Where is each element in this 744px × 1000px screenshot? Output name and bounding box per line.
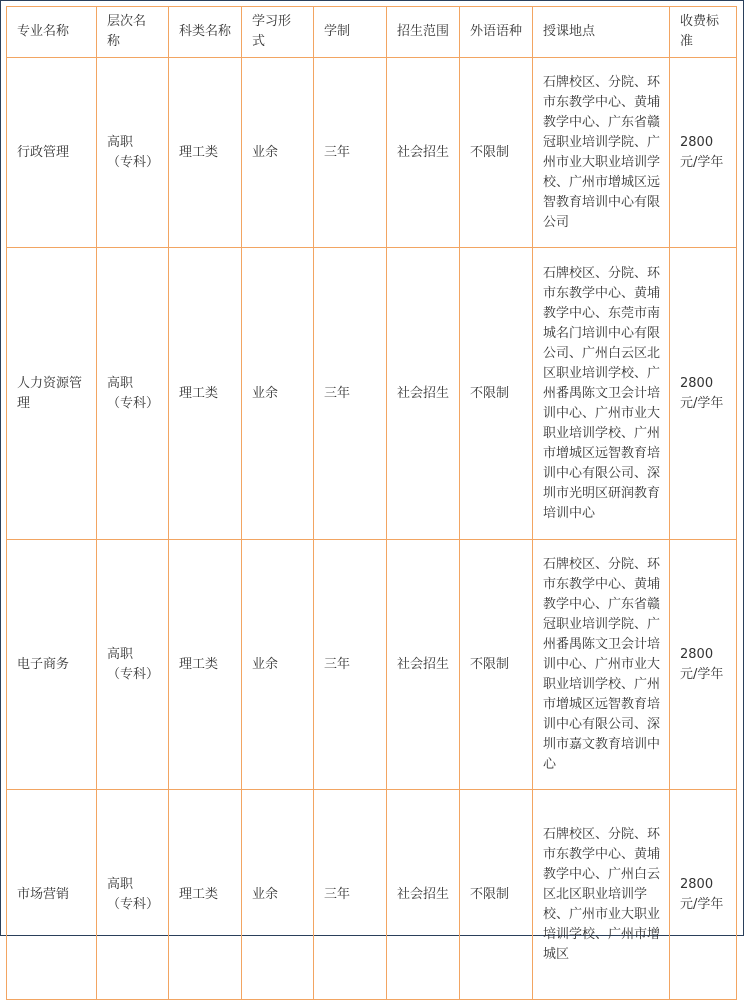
cell-teaching-location: 石牌校区、分院、环市东教学中心、黄埔教学中心、广东省赣冠职业培训学院、广州市业大职业培训学校、广州市增城区远智教育培训中心有限公司 xyxy=(533,58,670,248)
table-row xyxy=(7,248,737,540)
cell-duration: 三年 xyxy=(314,58,387,248)
header-enrollment-scope: 招生范围 xyxy=(387,7,460,58)
cell-teaching-location: 石牌校区、分院、环市东教学中心、黄埔教学中心、东莞市南城名门培训中心有限公司、广州白云区北区职业培训学校、广州番禺陈文卫会计培训中心、广州市业大职业培训学校、广州市增城区远智教育培训中心有限公司、深圳市光明区研润教育培训中心 xyxy=(533,248,670,540)
header-major: 专业名称 xyxy=(7,7,97,58)
cell-study-form: 业余 xyxy=(242,790,314,1000)
header-study-form: 学习形式 xyxy=(242,7,314,58)
cell-major: 人力资源管理 xyxy=(7,248,97,540)
course-table xyxy=(6,6,737,1000)
cell-category: 理工类 xyxy=(169,540,242,790)
header-level: 层次名称 xyxy=(97,7,169,58)
cell-study-form: 业余 xyxy=(242,58,314,248)
cell-category: 理工类 xyxy=(169,790,242,1000)
cell-duration: 三年 xyxy=(314,540,387,790)
cell-study-form: 业余 xyxy=(242,540,314,790)
cell-enrollment-scope: 社会招生 xyxy=(387,790,460,1000)
table-row xyxy=(7,790,737,1000)
cell-major: 行政管理 xyxy=(7,58,97,248)
cell-foreign-language: 不限制 xyxy=(460,248,533,540)
cell-major: 电子商务 xyxy=(7,540,97,790)
cell-level: 高职（专科） xyxy=(97,248,169,540)
cell-enrollment-scope: 社会招生 xyxy=(387,540,460,790)
cell-enrollment-scope: 社会招生 xyxy=(387,58,460,248)
cell-foreign-language: 不限制 xyxy=(460,540,533,790)
table-row xyxy=(7,540,737,790)
cell-foreign-language: 不限制 xyxy=(460,790,533,1000)
cell-fee: 2800元/学年 xyxy=(670,58,737,248)
cell-fee: 2800元/学年 xyxy=(670,540,737,790)
header-teaching-location: 授课地点 xyxy=(533,7,670,58)
cell-study-form: 业余 xyxy=(242,248,314,540)
cell-level: 高职（专科） xyxy=(97,790,169,1000)
cell-foreign-language: 不限制 xyxy=(460,58,533,248)
cell-major: 市场营销 xyxy=(7,790,97,1000)
cell-fee: 2800元/学年 xyxy=(670,248,737,540)
cell-level: 高职（专科） xyxy=(97,58,169,248)
header-foreign-language: 外语语种 xyxy=(460,7,533,58)
cell-enrollment-scope: 社会招生 xyxy=(387,248,460,540)
table-row xyxy=(7,58,737,248)
header-category: 科类名称 xyxy=(169,7,242,58)
cell-level: 高职（专科） xyxy=(97,540,169,790)
header-fee: 收费标准 xyxy=(670,7,737,58)
cell-category: 理工类 xyxy=(169,248,242,540)
cell-category: 理工类 xyxy=(169,58,242,248)
cell-teaching-location: 石牌校区、分院、环市东教学中心、黄埔教学中心、广州白云区北区职业培训学校、广州市业大职业培训学校、广州市增城区 xyxy=(533,790,670,1000)
header-duration: 学制 xyxy=(314,7,387,58)
cell-teaching-location: 石牌校区、分院、环市东教学中心、黄埔教学中心、广东省赣冠职业培训学院、广州番禺陈文卫会计培训中心、广州市业大职业培训学校、广州市增城区远智教育培训中心有限公司、深圳市嘉文教育培训中心 xyxy=(533,540,670,790)
cell-fee: 2800元/学年 xyxy=(670,790,737,1000)
cell-duration: 三年 xyxy=(314,248,387,540)
cell-duration: 三年 xyxy=(314,790,387,1000)
table-header-row xyxy=(7,7,737,58)
